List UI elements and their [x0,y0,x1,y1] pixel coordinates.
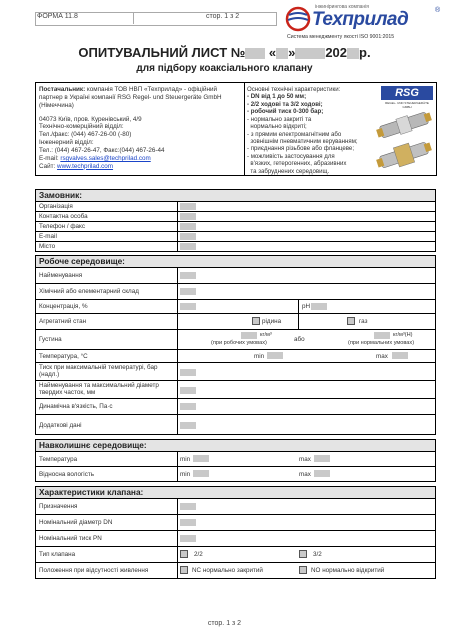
no-checkbox[interactable] [299,566,307,574]
spec-item: - можливість застосування для [247,152,335,160]
type-22-checkbox[interactable] [180,550,188,558]
composition-field[interactable] [180,288,196,295]
row-viscosity [35,399,436,415]
label-type-22: 2/2 [194,551,203,558]
title-year-suffix: р. [359,45,371,60]
month-field[interactable] [295,48,325,59]
title-text: ОПИТУВАЛЬНИЙ ЛИСТ № [78,45,246,60]
density-work-field[interactable] [241,332,257,339]
label-env-temp-max: max [299,456,311,463]
year-field[interactable] [347,48,359,59]
label-composition: Хімічний або елементарний склад [39,288,139,295]
row-position [35,563,436,579]
customer-row-label: Телефон / факс [39,223,86,230]
row-env-temperature [35,452,436,467]
section-medium: Робоче середовище: [35,255,436,268]
customer-field[interactable] [180,213,196,220]
rsg-logo-text: RSG [381,86,433,100]
label-particles: Найменування та максимальний діаметр твердих часток, мм [39,382,159,397]
customer-field[interactable] [180,233,196,240]
label-viscosity: Динамічна в'язкість, Па·с [39,403,113,410]
label-medium-name: Найменування [39,272,83,279]
label-pn: Номінальний тиск PN [39,535,102,542]
label-env-humidity: Відносна вологість [39,471,95,478]
env-hum-max-field[interactable] [314,470,330,477]
customer-row-label: Організація [39,203,73,210]
row-composition [35,284,436,300]
customer-field[interactable] [180,203,196,210]
nc-checkbox[interactable] [180,566,188,574]
customer-field[interactable] [180,223,196,230]
label-gas: газ [359,318,368,325]
row-particles [35,381,436,399]
label-or: або [294,336,305,343]
techprilad-logo [285,2,445,44]
row-temperature [35,350,436,363]
title-year: 202 [325,45,348,60]
iso-certificate: Система менеджменту якості ISO 9001:2015 [287,34,395,40]
title-quote-close: » [288,45,296,60]
customer-row [35,232,436,242]
label-state: Агрегатний стан [39,318,87,325]
row-medium-name [35,268,436,284]
medium-name-field[interactable] [180,272,196,279]
day-field[interactable] [276,48,288,59]
density-note-work: (при робочих умовах) [211,340,267,346]
rsg-logo [381,86,433,109]
pn-field[interactable] [180,535,196,542]
density-unit-norm: кг/м³(Н) [393,332,413,338]
site-label: Сайт: [39,162,58,170]
logo-name: Техприлад [312,9,409,30]
supplier-label: Постачальник: [39,86,86,93]
purpose-field[interactable] [180,503,196,510]
supplier-fax: Тел./факс: (044) 467-26-00 (-80) [39,131,132,139]
supplier-info [39,86,241,171]
row-env-humidity [35,467,436,482]
label-type: Тип клапана [39,551,76,558]
env-hum-min-field[interactable] [193,470,209,477]
label-additional: Додаткові дані [39,422,82,429]
form-title [0,45,449,60]
label-position: Положення при відсутності живлення [39,567,149,574]
logo-globe-icon [285,6,311,32]
title-quote-open: « [268,45,277,60]
label-dn: Номінальний діаметр DN [39,519,113,526]
spec-item: - нормально закриті та [247,115,312,123]
site-link[interactable]: www.techprilad.com [57,162,114,170]
label-no: NO нормально відкритий [311,567,385,574]
label-env-temperature: Температура [39,456,78,463]
ph-field[interactable] [311,303,327,310]
supplier-text: компанія ТОВ НВП «Техприлад» - офіційний партнер в Україні компанії RSG Regel- und Steuergeräte GmbH (Німеччина) [39,86,222,109]
temp-max-field[interactable] [392,352,408,359]
logo-tagline: інжинірингова компанія [315,4,370,10]
label-temperature: Температура, °С [39,353,88,360]
rsg-logo-sub: REGEL- UND STEUERGERÄTE GMBH [385,101,429,109]
row-concentration [35,300,436,314]
specs-heading: Основні технічні характеристики: [247,86,341,93]
email-link[interactable]: rsgvalves.sales@techprilad.com [60,154,151,162]
gas-checkbox[interactable] [347,317,355,325]
label-liquid: рідина [262,318,282,325]
info-box [35,82,437,176]
label-nc: NC нормально закритий [192,567,263,574]
row-state [35,314,436,330]
row-type [35,547,436,563]
density-unit-work: кг/м³ [260,332,272,338]
header-page: стор. 1 з 2 [206,13,240,20]
supplier-dept: Технічно-комерційний відділ: [39,123,124,131]
specs-list [247,86,377,175]
env-temp-max-field[interactable] [314,455,330,462]
valve-photos [374,111,434,173]
footer-page: стор. 1 з 2 [207,620,242,627]
row-pn [35,531,436,547]
dn-field[interactable] [180,519,196,526]
spec-item: - DN від 1 до 50 мм; [247,93,307,101]
row-purpose [35,499,436,515]
density-norm-field[interactable] [374,332,390,339]
customer-row [35,212,436,222]
customer-row-label: Контактна особа [39,213,88,220]
customer-row [35,222,436,232]
type-32-checkbox[interactable] [299,550,307,558]
temp-min-field[interactable] [267,352,283,359]
email-label: E-mail: [39,154,61,162]
label-type-32: 3/2 [313,551,322,558]
spec-item: - приєднання різьбове або фланцеве; [247,145,355,153]
label-density: Густина [39,336,62,343]
section-valve: Характеристики клапана: [35,486,436,499]
customer-row-label: Місто [39,243,56,250]
form-number: ФОРМА 11.8 [37,13,78,20]
row-pressure [35,363,436,381]
customer-field[interactable] [180,243,196,250]
form-subtitle: для підбору коаксіального клапану [136,63,313,74]
spec-item: в'язких, гетерогенних, абразивних [247,160,347,168]
label-concentration: Концентрація, % [39,303,88,310]
density-note-norm: (при нормальних умовах) [348,340,415,346]
additional-field[interactable] [180,422,196,429]
supplier-eng: Інженерний відділ: [39,139,94,147]
supplier-address: 04073 Київ, пров. Куренівський, 4/9 [39,115,142,123]
label-purpose: Призначення [39,503,78,510]
spec-item: - робочий тиск 0-300 бар; [247,108,324,116]
logo-registered: ® [435,7,441,14]
customer-row [35,242,436,252]
viscosity-field[interactable] [180,403,196,410]
liquid-checkbox[interactable] [252,317,260,325]
section-customer: Замовник: [35,189,436,202]
row-dn [35,515,436,531]
label-env-hum-min: min [180,471,191,478]
row-density [35,330,436,350]
spec-item: - 2/2 ходові та 3/2 ходові; [247,100,323,108]
label-env-hum-max: max [299,471,311,478]
supplier-tel: Тел.: (044) 467-26-47, Факс:(044) 467-26-44 [39,147,165,155]
label-ph: pH [302,303,311,310]
customer-row-label: E-mail [39,233,57,240]
spec-item: - з прямим електромагнітним або [247,130,342,138]
spec-item: зовнішнім пневматичним керуванням; [247,137,358,145]
form-number-field[interactable] [245,48,265,59]
row-additional [35,415,436,435]
label-pressure: Тиск при максимальній температурі, бар (надл.) [39,364,158,379]
customer-row [35,202,436,212]
particles-field[interactable] [180,387,196,394]
pressure-field[interactable] [180,369,196,376]
env-temp-min-field[interactable] [193,455,209,462]
spec-item: нормально відкриті; [247,123,307,131]
label-env-temp-min: min [180,456,191,463]
section-environment: Навколишнє середовище: [35,439,436,452]
label-temp-min: min [254,353,265,360]
header-divider [133,12,134,24]
label-temp-max: max [376,353,388,360]
concentration-field[interactable] [180,303,196,310]
spec-item: та забруднених середовищ. [247,167,330,175]
